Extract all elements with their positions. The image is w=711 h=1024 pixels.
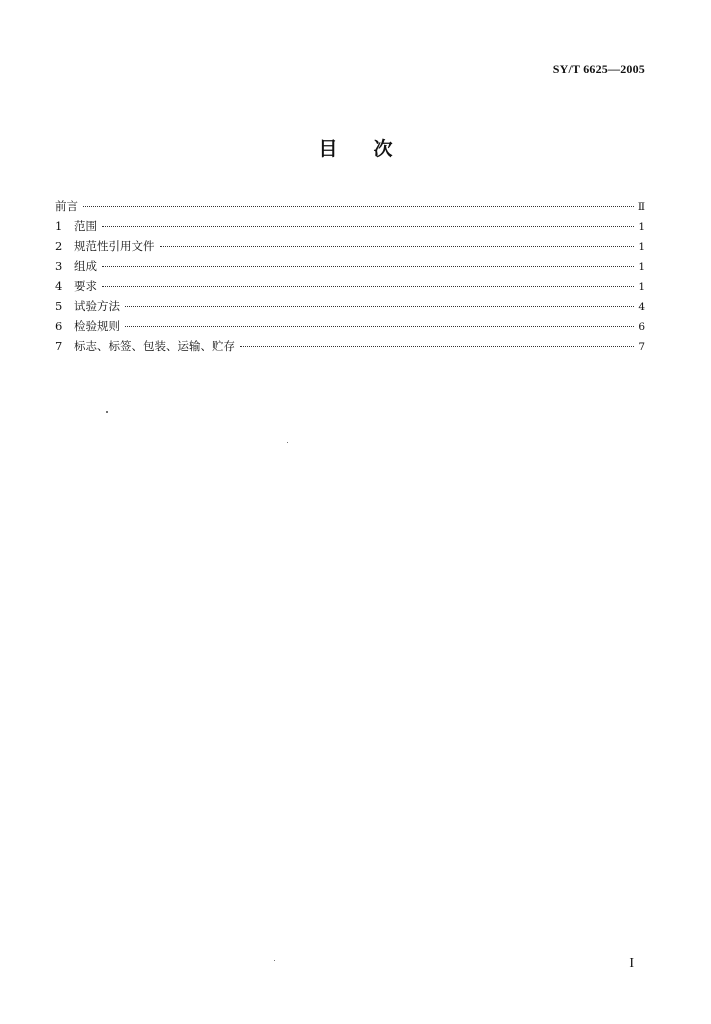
toc-entry-label: 组成 — [74, 259, 97, 273]
toc-entry-page: 4 — [638, 301, 645, 313]
toc-entry-test-methods[interactable] — [55, 296, 645, 316]
toc-entry-page: 6 — [638, 321, 645, 333]
table-of-contents — [55, 196, 645, 356]
standard-code: SY/T 6625—2005 — [552, 62, 645, 76]
toc-entry-label: 要求 — [74, 279, 97, 293]
toc-entry-page: Ⅱ — [637, 201, 645, 213]
toc-dot-leader — [240, 346, 634, 347]
toc-entry-number: 1 — [55, 219, 63, 233]
toc-entry-page: 1 — [638, 261, 645, 273]
scan-speck — [274, 960, 275, 961]
toc-title: 目次 — [318, 138, 429, 160]
toc-dot-leader — [125, 326, 634, 327]
toc-dot-leader — [125, 306, 634, 307]
toc-dot-leader — [102, 226, 634, 227]
toc-entry-number: 5 — [55, 299, 63, 313]
toc-entry-page: 7 — [638, 341, 645, 353]
toc-entry-scope[interactable] — [55, 216, 645, 236]
toc-entry-label: 范围 — [74, 219, 97, 233]
toc-entry-label: 试验方法 — [74, 299, 120, 313]
page-number: I — [629, 956, 634, 971]
toc-entry-page: 1 — [638, 281, 645, 293]
toc-entry-number: 6 — [55, 319, 63, 333]
toc-dot-leader — [160, 246, 635, 247]
toc-dot-leader — [102, 266, 634, 267]
toc-entry-page: 1 — [638, 241, 645, 253]
toc-entry-foreword[interactable] — [55, 196, 645, 216]
scan-speck — [287, 442, 288, 443]
toc-entry-number: 7 — [55, 339, 63, 353]
toc-entry-normative-references[interactable] — [55, 236, 645, 256]
toc-entry-number: 4 — [55, 279, 63, 293]
toc-entry-number: 3 — [55, 259, 63, 273]
toc-entry-inspection-rules[interactable] — [55, 316, 645, 336]
toc-entry-label: 规范性引用文件 — [74, 239, 155, 253]
toc-entry-label: 前言 — [55, 199, 78, 213]
toc-entry-page: 1 — [638, 221, 645, 233]
toc-entry-label: 标志、标签、包装、运输、贮存 — [74, 339, 235, 353]
toc-entry-requirements[interactable] — [55, 276, 645, 296]
toc-dot-leader — [83, 206, 634, 207]
scan-speck — [106, 411, 108, 413]
toc-entry-composition[interactable] — [55, 256, 645, 276]
toc-entry-label: 检验规则 — [74, 319, 120, 333]
toc-entry-number: 2 — [55, 239, 63, 253]
toc-entry-marking-packaging-storage[interactable] — [55, 336, 645, 356]
toc-dot-leader — [102, 286, 634, 287]
